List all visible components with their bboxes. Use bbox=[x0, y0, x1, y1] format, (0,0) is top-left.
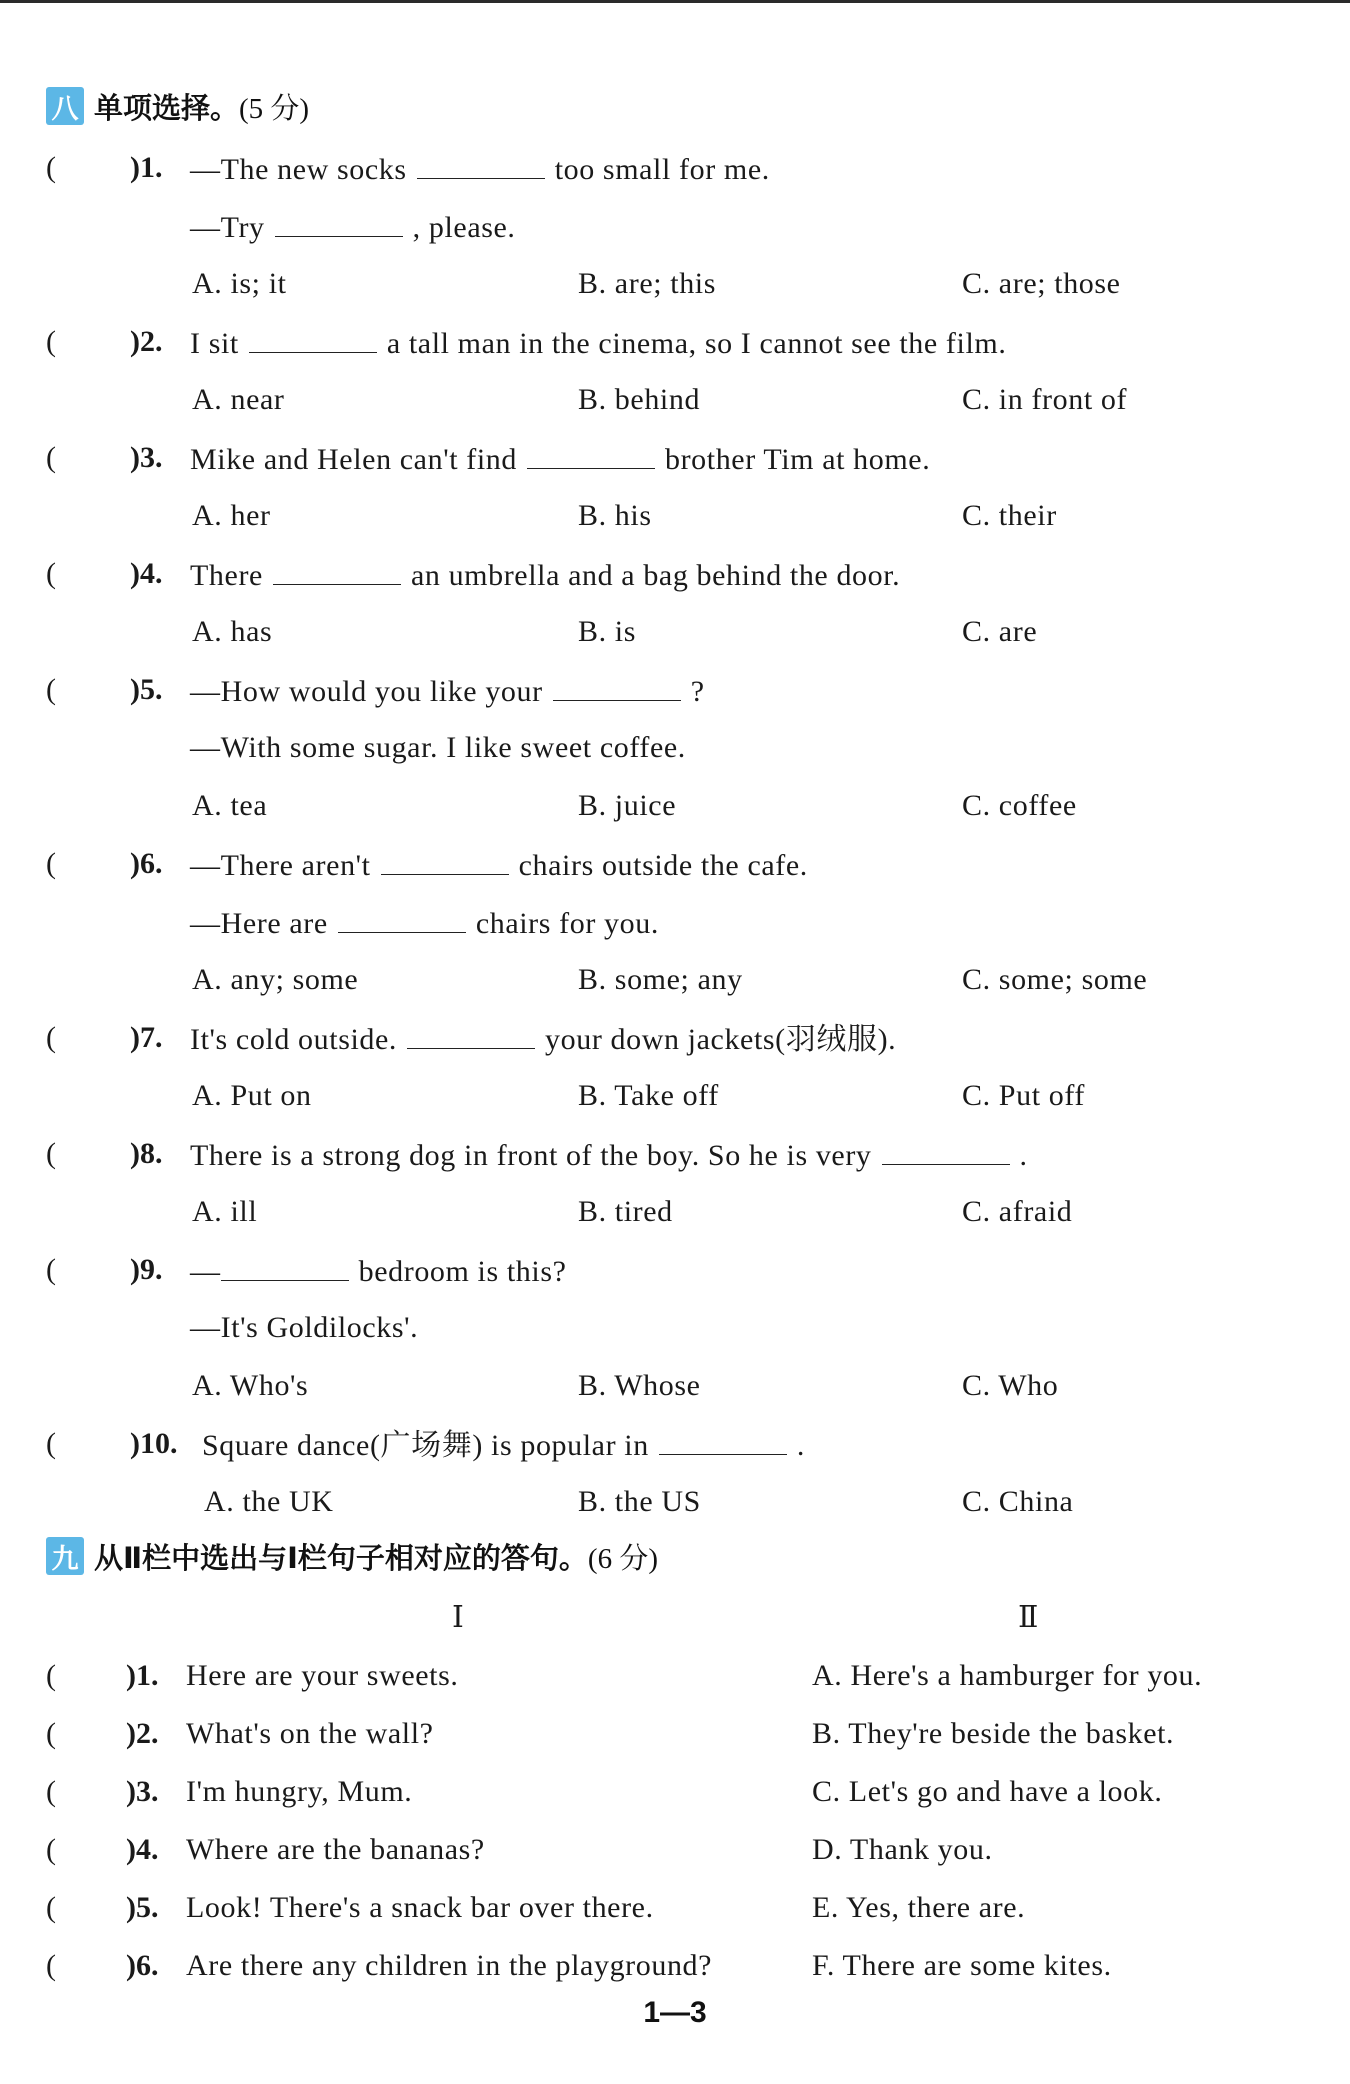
answer-paren-open: ( bbox=[46, 1775, 56, 1808]
section-9-badge: 九 bbox=[46, 1537, 84, 1575]
question-number: )10. bbox=[130, 1427, 178, 1460]
section-9-title: 从Ⅱ栏中选出与Ⅰ栏句子相对应的答句。 bbox=[94, 1540, 588, 1575]
option-c[interactable]: C. are bbox=[962, 615, 1038, 648]
answer-paren-open: ( bbox=[46, 1891, 56, 1924]
answer-blank[interactable] bbox=[338, 900, 466, 933]
question-5-line-1 bbox=[0, 668, 1350, 712]
answer-paren-open: ( bbox=[46, 1137, 56, 1170]
question-7-options bbox=[0, 1074, 1350, 1118]
page-number: 1—3 bbox=[643, 1996, 707, 2029]
option-c[interactable]: C. their bbox=[962, 499, 1057, 532]
section-8-title: 单项选择。 bbox=[94, 90, 240, 125]
question-number: )8. bbox=[130, 1137, 163, 1170]
answer-paren-open: ( bbox=[46, 151, 56, 184]
question-1-line-2 bbox=[0, 204, 1350, 248]
option-a[interactable]: A. has bbox=[192, 615, 273, 648]
section-8-score: (5 分) bbox=[239, 92, 310, 125]
answer-blank[interactable] bbox=[882, 1132, 1010, 1165]
option-c[interactable]: C. some; some bbox=[962, 963, 1148, 996]
question-6-line-1 bbox=[0, 842, 1350, 886]
answer-paren-open: ( bbox=[46, 1949, 56, 1982]
question-3-options bbox=[0, 494, 1350, 538]
section-8-badge: 八 bbox=[46, 87, 84, 125]
question-number: )9. bbox=[130, 1253, 163, 1286]
question-2-line-1 bbox=[0, 320, 1350, 364]
answer-blank[interactable] bbox=[221, 1248, 349, 1281]
match-row-2 bbox=[0, 1712, 1350, 1756]
option-c[interactable]: C. are; those bbox=[962, 267, 1121, 300]
option-a[interactable]: A. is; it bbox=[192, 267, 287, 300]
match-stem: Here are your sweets. bbox=[186, 1659, 459, 1692]
option-b[interactable]: B. some; any bbox=[578, 963, 743, 996]
answer-paren-open: ( bbox=[46, 1427, 56, 1460]
option-a[interactable]: A. tea bbox=[192, 789, 268, 822]
question-9-options bbox=[0, 1364, 1350, 1408]
answer-paren-open: ( bbox=[46, 1659, 56, 1692]
section-9-score: (6 分) bbox=[587, 1542, 658, 1575]
question-number: )5. bbox=[126, 1891, 159, 1924]
answer-paren-open: ( bbox=[46, 673, 56, 706]
option-a[interactable]: A. Put on bbox=[192, 1079, 312, 1112]
option-b[interactable]: B. is bbox=[578, 615, 637, 648]
option-a[interactable]: A. near bbox=[192, 383, 285, 416]
question-stem: I sit a tall man in the cinema, so I cannot see the film. bbox=[190, 320, 1006, 366]
question-stem: —The new socks too small for me. bbox=[190, 146, 770, 192]
section-9-header bbox=[46, 1534, 658, 1578]
answer-blank[interactable] bbox=[275, 204, 403, 237]
match-row-6 bbox=[0, 1944, 1350, 1988]
question-stem: There is a strong dog in front of the boy. So he is very . bbox=[190, 1132, 1028, 1178]
answer-paren-open: ( bbox=[46, 1833, 56, 1866]
question-stem: —With some sugar. I like sweet coffee. bbox=[190, 731, 686, 764]
question-number: )7. bbox=[130, 1021, 163, 1054]
question-2-options bbox=[0, 378, 1350, 422]
answer-blank[interactable] bbox=[553, 668, 681, 701]
option-c[interactable]: C. afraid bbox=[962, 1195, 1073, 1228]
match-answer-option[interactable]: E. Yes, there are. bbox=[812, 1891, 1026, 1924]
question-number: )1. bbox=[130, 151, 163, 184]
option-c[interactable]: C. in front of bbox=[962, 383, 1128, 416]
question-5-line-2 bbox=[0, 726, 1350, 770]
question-number: )4. bbox=[130, 557, 163, 590]
answer-paren-open: ( bbox=[46, 557, 56, 590]
option-b[interactable]: B. behind bbox=[578, 383, 701, 416]
section-8-header bbox=[46, 84, 309, 128]
option-b[interactable]: B. tired bbox=[578, 1195, 673, 1228]
option-a[interactable]: A. Who's bbox=[192, 1369, 309, 1402]
option-b[interactable]: B. Take off bbox=[578, 1079, 719, 1112]
question-4-options bbox=[0, 610, 1350, 654]
answer-paren-open: ( bbox=[46, 1717, 56, 1750]
option-b[interactable]: B. Whose bbox=[578, 1369, 701, 1402]
option-a[interactable]: A. her bbox=[192, 499, 271, 532]
option-c[interactable]: C. Put off bbox=[962, 1079, 1085, 1112]
question-stem: —Try , please. bbox=[190, 204, 516, 250]
question-6-line-2 bbox=[0, 900, 1350, 944]
question-4-line-1 bbox=[0, 552, 1350, 596]
question-stem: — bedroom is this? bbox=[190, 1248, 567, 1294]
question-8-line-1 bbox=[0, 1132, 1350, 1176]
match-answer-option[interactable]: D. Thank you. bbox=[812, 1833, 993, 1866]
question-8-options bbox=[0, 1190, 1350, 1234]
question-10-options bbox=[0, 1480, 1350, 1524]
match-stem: Where are the bananas? bbox=[186, 1833, 485, 1866]
question-number: )3. bbox=[126, 1775, 159, 1808]
match-stem: What's on the wall? bbox=[186, 1717, 434, 1750]
question-9-line-2 bbox=[0, 1306, 1350, 1350]
option-a[interactable]: A. the UK bbox=[204, 1485, 334, 1518]
answer-paren-open: ( bbox=[46, 325, 56, 358]
match-row-1 bbox=[0, 1654, 1350, 1698]
match-answer-option[interactable]: B. They're beside the basket. bbox=[812, 1717, 1175, 1750]
option-b[interactable]: B. juice bbox=[578, 789, 677, 822]
question-6-options bbox=[0, 958, 1350, 1002]
match-row-5 bbox=[0, 1886, 1350, 1930]
question-number: )6. bbox=[130, 847, 163, 880]
question-stem: There an umbrella and a bag behind the door. bbox=[190, 552, 900, 598]
option-c[interactable]: C. Who bbox=[962, 1369, 1059, 1402]
match-answer-option[interactable]: C. Let's go and have a look. bbox=[812, 1775, 1163, 1808]
match-stem: I'm hungry, Mum. bbox=[186, 1775, 413, 1808]
answer-blank[interactable] bbox=[273, 552, 401, 585]
question-10-line-1 bbox=[0, 1422, 1350, 1466]
question-number: )3. bbox=[130, 441, 163, 474]
question-stem: Mike and Helen can't find brother Tim at home. bbox=[190, 436, 930, 482]
answer-blank[interactable] bbox=[407, 1016, 535, 1049]
question-1-line-1 bbox=[0, 146, 1350, 190]
match-answer-option[interactable]: F. There are some kites. bbox=[812, 1949, 1112, 1982]
match-stem: Look! There's a snack bar over there. bbox=[186, 1891, 654, 1924]
answer-blank[interactable] bbox=[659, 1422, 787, 1455]
answer-blank[interactable] bbox=[381, 842, 509, 875]
match-stem: Are there any children in the playground? bbox=[186, 1949, 713, 1982]
option-a[interactable]: A. ill bbox=[192, 1195, 258, 1228]
question-number: )1. bbox=[126, 1659, 159, 1692]
question-number: )5. bbox=[130, 673, 163, 706]
match-answer-option[interactable]: A. Here's a hamburger for you. bbox=[812, 1659, 1203, 1692]
option-b[interactable]: B. his bbox=[578, 499, 652, 532]
question-stem: Square dance(广场舞) is popular in . bbox=[202, 1422, 805, 1468]
option-b[interactable]: B. the US bbox=[578, 1485, 701, 1518]
question-9-line-1 bbox=[0, 1248, 1350, 1292]
answer-blank[interactable] bbox=[417, 146, 545, 179]
question-number: )2. bbox=[126, 1717, 159, 1750]
answer-paren-open: ( bbox=[46, 441, 56, 474]
answer-blank[interactable] bbox=[249, 320, 377, 353]
option-a[interactable]: A. any; some bbox=[192, 963, 359, 996]
question-stem: —It's Goldilocks'. bbox=[190, 1311, 419, 1344]
match-row-4 bbox=[0, 1828, 1350, 1872]
question-number: )2. bbox=[130, 325, 163, 358]
column-1-header: Ⅰ bbox=[452, 1601, 464, 1634]
option-c[interactable]: C. coffee bbox=[962, 789, 1077, 822]
match-row-3 bbox=[0, 1770, 1350, 1814]
question-1-options bbox=[0, 262, 1350, 306]
question-number: )6. bbox=[126, 1949, 159, 1982]
question-stem: —Here are chairs for you. bbox=[190, 900, 659, 946]
question-stem: —How would you like your ? bbox=[190, 668, 705, 714]
answer-blank[interactable] bbox=[527, 436, 655, 469]
column-2-header: Ⅱ bbox=[1018, 1601, 1039, 1634]
top-border bbox=[0, 0, 1350, 3]
option-b[interactable]: B. are; this bbox=[578, 267, 717, 300]
question-stem: —There aren't chairs outside the cafe. bbox=[190, 842, 808, 888]
answer-paren-open: ( bbox=[46, 1021, 56, 1054]
question-7-line-1 bbox=[0, 1016, 1350, 1060]
question-number: )4. bbox=[126, 1833, 159, 1866]
answer-paren-open: ( bbox=[46, 847, 56, 880]
question-5-options bbox=[0, 784, 1350, 828]
question-3-line-1 bbox=[0, 436, 1350, 480]
answer-paren-open: ( bbox=[46, 1253, 56, 1286]
question-stem: It's cold outside. your down jackets(羽绒服). bbox=[190, 1016, 896, 1062]
option-c[interactable]: C. China bbox=[962, 1485, 1074, 1518]
